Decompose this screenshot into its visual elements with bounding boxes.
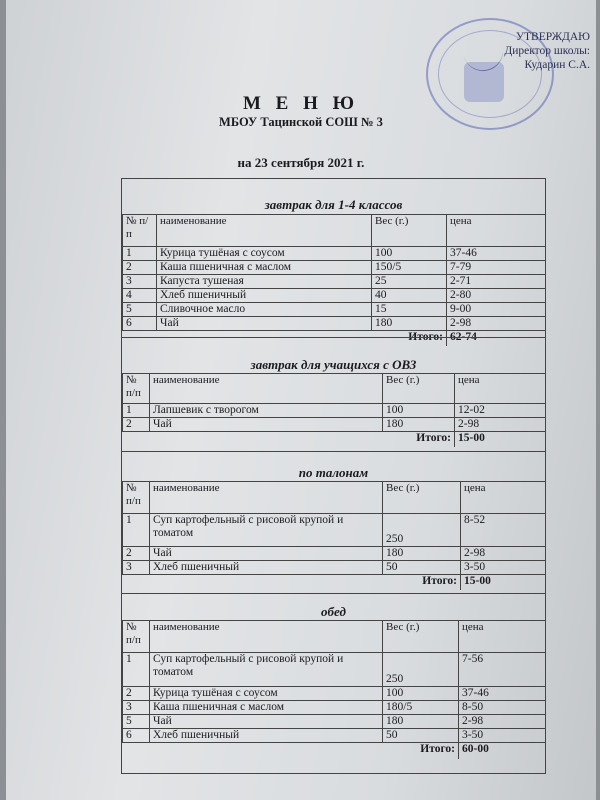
total-value: 62-74 <box>447 331 546 346</box>
total-value: 60-00 <box>459 743 546 759</box>
table-row <box>123 247 546 261</box>
school-name: МБОУ Тацинской СОШ № 3 <box>219 115 383 129</box>
section-title: завтрак для учащихся с ОВЗ <box>250 357 417 372</box>
table-row <box>123 729 546 743</box>
header-weight: Вес (г.) <box>383 621 459 653</box>
header-price: цена <box>461 482 546 514</box>
menu-table <box>122 481 546 590</box>
cell-num: 5 <box>123 303 157 317</box>
table-row <box>123 547 546 561</box>
menu-date: на 23 сентября 2021 г. <box>237 155 365 170</box>
table-row <box>123 418 546 432</box>
cell-price: 2-98 <box>459 715 546 729</box>
table-header-row <box>123 215 546 247</box>
table-row <box>123 687 546 701</box>
cell-num: 5 <box>123 715 150 729</box>
total-row <box>123 432 546 447</box>
cell-weight: 25 <box>372 275 447 289</box>
total-label: Итого: <box>123 331 447 346</box>
cell-weight: 180/5 <box>383 701 459 715</box>
cell-price: 2-71 <box>447 275 546 289</box>
page-title: М Е Н Ю <box>242 93 360 114</box>
menu-sheet <box>6 0 596 800</box>
cell-weight: 100 <box>372 247 447 261</box>
cell-weight: 180 <box>383 715 459 729</box>
header-num: № п/п <box>123 374 150 404</box>
cell-name: Чай <box>150 715 383 729</box>
header-price: цена <box>459 621 546 653</box>
table-row <box>123 653 546 687</box>
cell-name: Капуста тушеная <box>157 275 372 289</box>
cell-price: 2-80 <box>447 289 546 303</box>
cell-price: 3-50 <box>461 561 546 575</box>
cell-num: 1 <box>123 247 157 261</box>
cell-weight: 40 <box>372 289 447 303</box>
cell-name: Лапшевик с творогом <box>150 404 383 418</box>
cell-weight: 180 <box>372 317 447 331</box>
cell-weight: 180 <box>383 547 461 561</box>
header-name: наименование <box>150 374 383 404</box>
menu-table <box>122 620 546 759</box>
table-header-row <box>123 621 546 653</box>
table-row <box>123 701 546 715</box>
cell-weight: 100 <box>383 404 455 418</box>
cell-name: Курица тушёная с соусом <box>157 247 372 261</box>
section-title: по талонам <box>298 465 369 480</box>
cell-num: 3 <box>123 561 150 575</box>
cell-num: 1 <box>123 404 150 418</box>
cell-price: 8-52 <box>461 514 546 547</box>
cell-weight: 250 <box>383 514 461 547</box>
table-row <box>123 261 546 275</box>
header-num: № п/п <box>123 621 150 653</box>
cell-price: 9-00 <box>447 303 546 317</box>
total-label: Итого: <box>123 743 459 759</box>
header-weight: Вес (г.) <box>372 215 447 247</box>
cell-weight: 50 <box>383 561 461 575</box>
cell-name: Сливочное масло <box>157 303 372 317</box>
cell-name: Хлеб пшеничный <box>150 729 383 743</box>
table-row <box>123 404 546 418</box>
table-row <box>123 289 546 303</box>
cell-num: 6 <box>123 729 150 743</box>
table-row <box>123 514 546 547</box>
total-value: 15-00 <box>461 575 546 590</box>
cell-name: Каша пшеничная с маслом <box>150 701 383 715</box>
cell-weight: 150/5 <box>372 261 447 275</box>
cell-price: 12-02 <box>455 404 546 418</box>
total-row <box>123 331 546 346</box>
section-title: завтрак для 1-4 классов <box>264 197 403 212</box>
section-divider <box>122 593 545 594</box>
cell-price: 2-98 <box>461 547 546 561</box>
header-num: № п/п <box>123 482 150 514</box>
cell-num: 3 <box>123 701 150 715</box>
cell-num: 6 <box>123 317 157 331</box>
cell-weight: 180 <box>383 418 455 432</box>
cell-price: 3-50 <box>459 729 546 743</box>
cell-num: 2 <box>123 261 157 275</box>
cell-num: 4 <box>123 289 157 303</box>
table-header-row <box>123 374 546 404</box>
table-row <box>123 275 546 289</box>
cell-name: Чай <box>150 547 383 561</box>
cell-weight: 100 <box>383 687 459 701</box>
table-row <box>123 303 546 317</box>
menu-box <box>121 178 546 774</box>
total-label: Итого: <box>123 575 461 590</box>
menu-table <box>122 373 546 447</box>
cell-price: 2-98 <box>455 418 546 432</box>
total-value: 15-00 <box>455 432 546 447</box>
approval-line-2: Директор школы: <box>504 45 590 57</box>
menu-table <box>122 214 546 346</box>
cell-name: Суп картофельный с рисовой крупой и томатом <box>150 653 383 687</box>
cell-name: Хлеб пшеничный <box>157 289 372 303</box>
cell-name: Чай <box>150 418 383 432</box>
table-row <box>123 317 546 331</box>
section-divider <box>122 451 545 452</box>
header-price: цена <box>455 374 546 404</box>
header-weight: Вес (г.) <box>383 374 455 404</box>
cell-num: 2 <box>123 418 150 432</box>
total-label: Итого: <box>123 432 455 447</box>
cell-num: 2 <box>123 547 150 561</box>
section-title: обед <box>321 604 346 619</box>
cell-name: Курица тушёная с соусом <box>150 687 383 701</box>
cell-price: 7-56 <box>459 653 546 687</box>
cell-price: 8-50 <box>459 701 546 715</box>
cell-price: 2-98 <box>447 317 546 331</box>
table-row <box>123 715 546 729</box>
cell-num: 1 <box>123 514 150 547</box>
cell-num: 2 <box>123 687 150 701</box>
approval-line-3: Кударин С.А. <box>524 59 590 71</box>
table-header-row <box>123 482 546 514</box>
cell-weight: 50 <box>383 729 459 743</box>
header-price: цена <box>447 215 546 247</box>
cell-num: 3 <box>123 275 157 289</box>
cell-weight: 15 <box>372 303 447 317</box>
header-num: № п/п <box>123 215 157 247</box>
cell-name: Чай <box>157 317 372 331</box>
approval-block <box>460 30 590 72</box>
section-divider <box>122 337 545 338</box>
cell-name: Хлеб пшеничный <box>150 561 383 575</box>
cell-weight: 250 <box>383 653 459 687</box>
approval-line-1: УТВЕРЖДАЮ <box>515 31 590 43</box>
header-name: наименование <box>157 215 372 247</box>
header-name: наименование <box>150 482 383 514</box>
cell-price: 37-46 <box>447 247 546 261</box>
cell-num: 1 <box>123 653 150 687</box>
table-row <box>123 561 546 575</box>
total-row <box>123 743 546 759</box>
cell-price: 7-79 <box>447 261 546 275</box>
cell-name: Суп картофельный с рисовой крупой и томатом <box>150 514 383 547</box>
header-weight: Вес (г.) <box>383 482 461 514</box>
cell-name: Каша пшеничная с маслом <box>157 261 372 275</box>
header-name: наименование <box>150 621 383 653</box>
cell-price: 37-46 <box>459 687 546 701</box>
total-row <box>123 575 546 590</box>
